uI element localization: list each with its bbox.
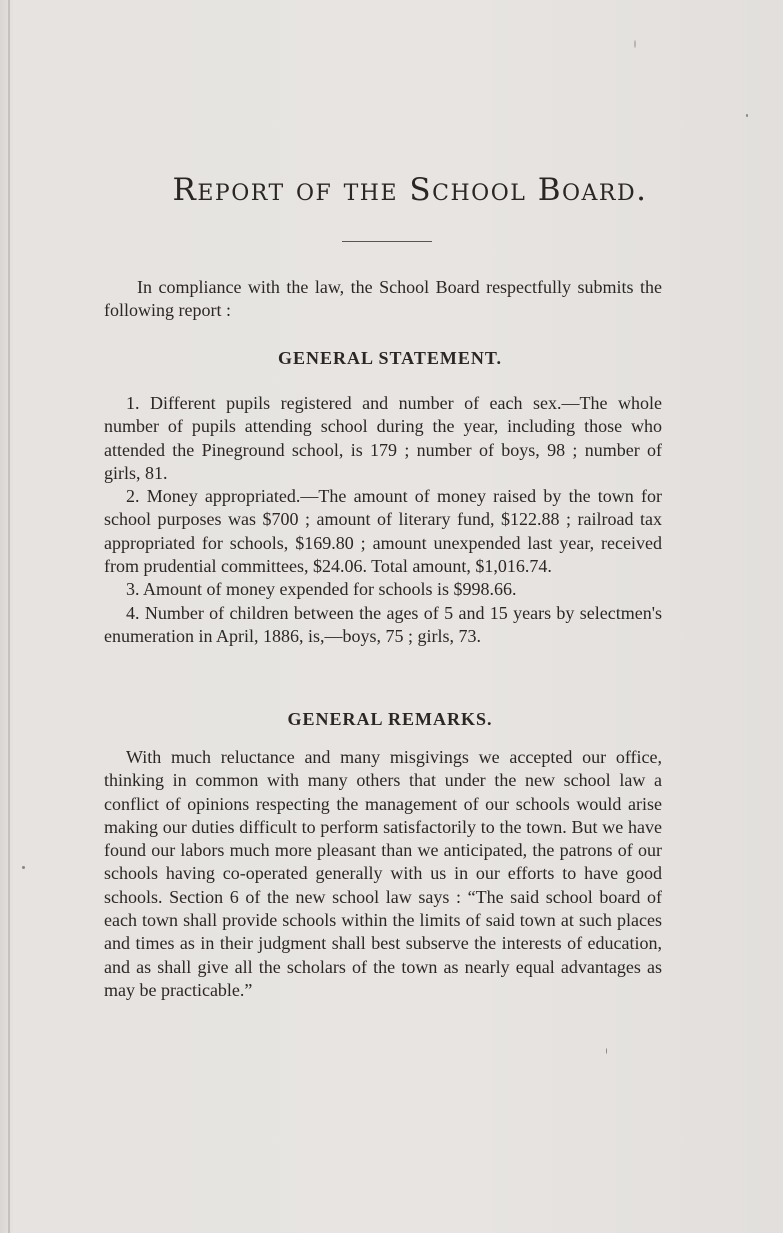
paper-speck xyxy=(606,1048,607,1054)
general-statement-items xyxy=(104,392,662,648)
statement-item: 2. Money appropriated.—The amount of money raised by the town for school purposes was $700 ; amount of literary fund, $122.88 ; railroad tax appropriated for schools, $169.80 ; amount unexpended last year, received from prudential committees, $24.06. Total amount, $1,016.74. xyxy=(104,486,662,577)
intro-paragraph: In compliance with the law, the School Board respectfully submits the following report : xyxy=(104,277,662,321)
general-remarks-paragraph: With much reluctance and many misgivings we accepted our office, thinking in common with many others that under the new school law a conflict of opinions respecting the management of our schools would arise making our duties difficult to perform satisfactorily to the town. But we have found our labors much more pleasant than we anticipated, the patrons of our schools having co-operated generally with us in our efforts to have good schools. Section 6 of the new school law says : “The said school board of each town shall provide schools within the limits of said town at such places and times as in their judgment shall best subserve the interests of education, and as shall give all the scholars of the town as nearly equal advantages as may be practicable.” xyxy=(104,747,662,1000)
general-remarks-heading: GENERAL REMARKS. xyxy=(287,709,493,729)
page-title: Report of the School Board. xyxy=(172,172,648,208)
general-statement-heading: GENERAL STATEMENT. xyxy=(277,348,503,368)
title-divider xyxy=(342,241,432,242)
statement-item: 3. Amount of money expended for schools is $998.66. xyxy=(126,579,517,600)
paper-speck xyxy=(746,114,748,117)
paper-speck xyxy=(634,40,636,48)
paper-speck xyxy=(22,866,25,869)
statement-item: 1. Different pupils registered and number of each sex.—The whole number of pupils attending school during the year, including those who attended the Pineground school, is 179 ; number of boys, 98 ; number of girls, 81. xyxy=(104,393,662,483)
statement-item: 4. Number of children between the ages of 5 and 15 years by selectmen's enumeration in April, 1886, is,—boys, 75 ; girls, 73. xyxy=(104,602,662,646)
binding-edge xyxy=(8,0,10,1233)
